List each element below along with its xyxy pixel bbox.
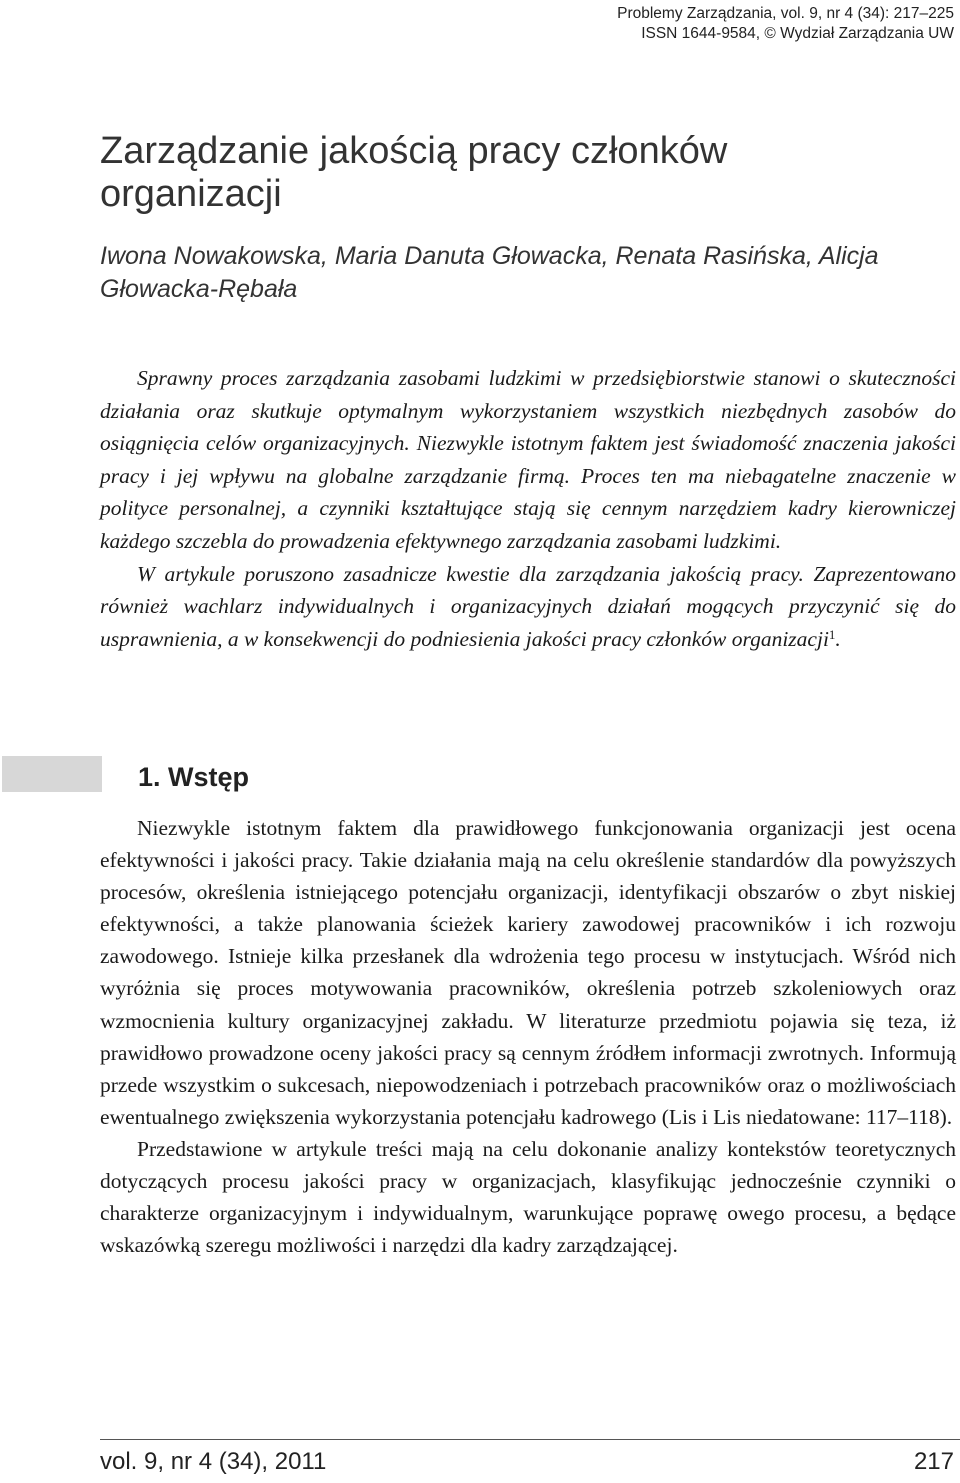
- journal-citation: Problemy Zarządzania, vol. 9, nr 4 (34): 217–225: [617, 5, 954, 22]
- abstract-paragraph: [100, 558, 956, 656]
- section-body: [100, 812, 956, 1261]
- footer-divider: [100, 1439, 960, 1440]
- issn-line: ISSN 1644-9584, © Wydział Zarządzania UW: [641, 25, 954, 42]
- abstract-text: W artykule poruszono zasadnicze kwestie dla zarządzania jakością pracy. Zaprezentowano również wachlarz indywidualnych i organizacyjnych działań mogących przyczynić się do usprawnienia, a w konsekwencji do podniesienia jakości pracy członków organizacji: [100, 561, 956, 651]
- body-paragraph: Przedstawione w artykule treści mają na celu dokonanie analizy kontekstów teoretycznych dotyczących procesu jakości pracy w organizacjach, klasyfikując jednocześnie czynniki o charakterze organizacyjnym i indywidualnym, warunkujące poprawę owego procesu, a będące wskazówką szeregu możliwości i narzędzi dla kadry zarządzającej.: [100, 1136, 956, 1258]
- section-marker-bar: [2, 756, 102, 792]
- abstract: [100, 362, 956, 655]
- abstract-paragraph: Sprawny proces zarządzania zasobami ludzkimi w przedsiębiorstwie stanowi o skuteczności działania oraz skutkuje optymalnym wykorzystaniem wszystkich niezbędnych zasobów do osiągnięcia celów organizacyjnych. Niezwykle istotnym faktem jest świadomość znaczenia jakości pracy i jej wpływu na globalne zarządzanie firmą. Proces ten ma niebagatelne znaczenie w polityce personalnej, a czynniki kształtujące stają się cennym narzędziem kadry kierowniczej każdego szczebla do prowadzenia efektywnego zarządzania zasobami ludzkimi.: [100, 366, 956, 553]
- footnote-marker[interactable]: 1: [828, 626, 836, 642]
- footer-issue: vol. 9, nr 4 (34), 2011: [100, 1448, 327, 1475]
- abstract-text-end: .: [835, 626, 841, 651]
- article-title: Zarządzanie jakością pracy członków organizacji: [100, 130, 728, 215]
- body-paragraph: Niezwykle istotnym faktem dla prawidłowego funkcjonowania organizacji jest ocena efektywności i jakości pracy. Takie działania mają na celu określenie standardów dla powyższych procesów, określenia istniejącego potencjału organizacji, identyfikacji obszarów o zbyt niskiej efektywności, a także planowania ścieżek kariery zawodowej pracowników i ich rozwoju zawodowego. Istnieje kilka przesłanek dla wdrożenia tego procesu w instytucjach. Wśród nich wyróżnia się proces motywowania pracowników, określenia potrzeb szkoleniowych oraz wzmocnienia kultury organizacyjnej zakładu. W literaturze przedmiotu pojawia się teza, iż prawidłowo prowadzone oceny jakości pracy są cennym źródłem informacji zwrotnych. Informują przede wszystkim o sukcesach, niepowodzeniach i potrzebach pracowników oraz o możliwościach ewentualnego zwiększenia wykorzystania potencjału kadrowego (Lis i Lis niedatowane: 117–118).: [100, 816, 956, 1129]
- page-number: 217: [913, 1448, 954, 1475]
- running-header: [617, 4, 954, 44]
- section-heading: 1. Wstęp: [138, 762, 250, 792]
- article-authors: Iwona Nowakowska, Maria Danuta Głowacka, Renata Rasińska, Alicja Głowacka-Rębała: [100, 242, 879, 303]
